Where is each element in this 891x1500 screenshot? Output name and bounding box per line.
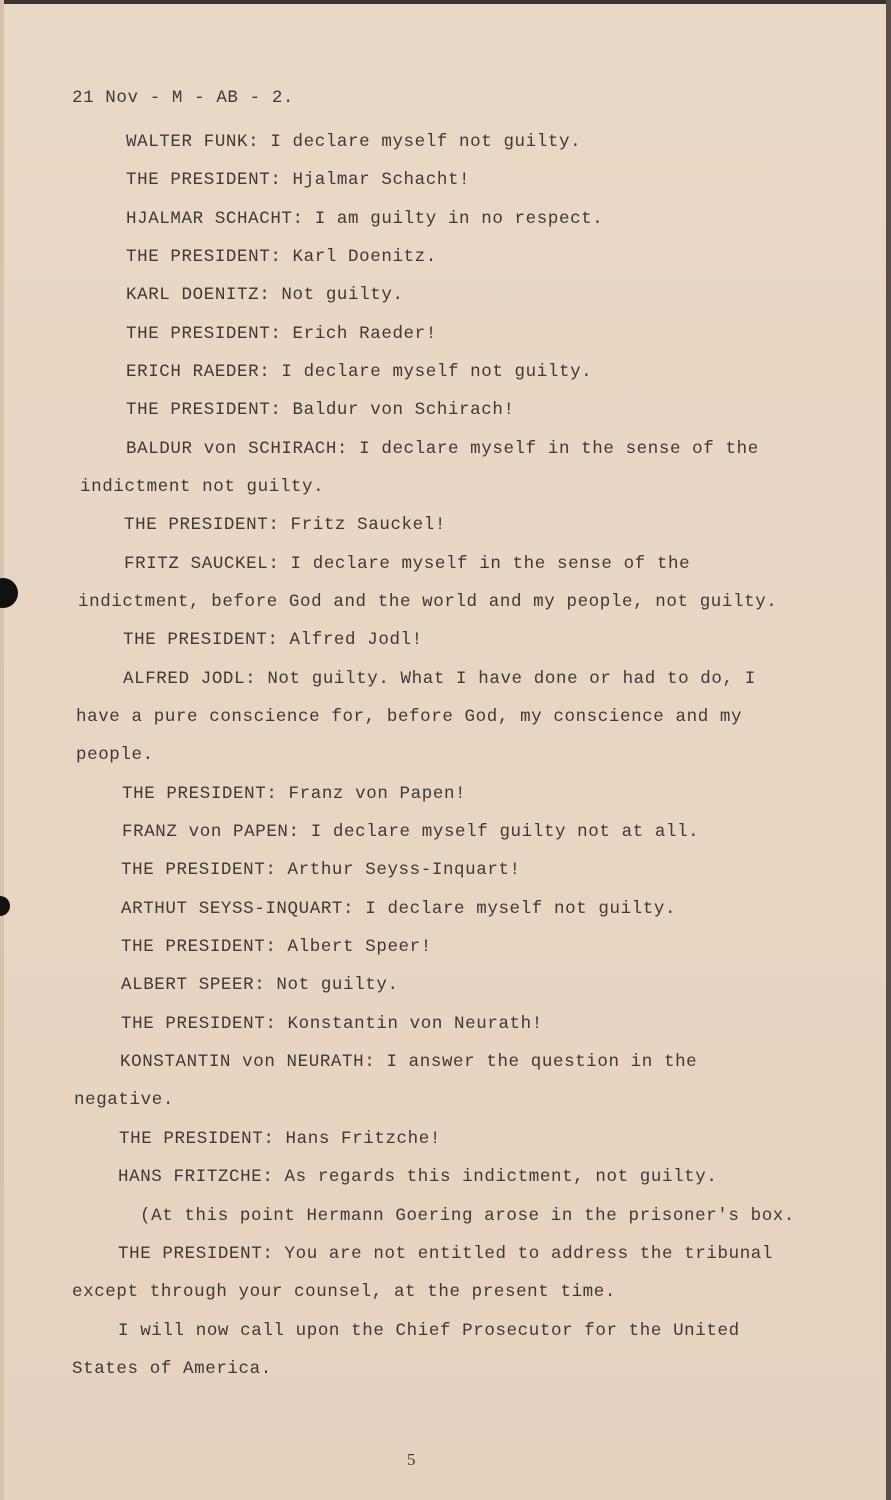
text-line: (At this point Hermann Goering arose in the prisoner's box. (140, 1206, 796, 1226)
text-line: THE PRESIDENT: Franz von Papen! (122, 784, 467, 804)
text-line: THE PRESIDENT: Hjalmar Schacht! (126, 170, 471, 190)
text-line: THE PRESIDENT: Albert Speer! (121, 937, 432, 957)
page-left-edge (0, 0, 4, 1500)
text-line: I will now call upon the Chief Prosecutor for the United (118, 1321, 740, 1341)
text-line: WALTER FUNK: I declare myself not guilty. (126, 132, 582, 152)
text-line: HANS FRITZCHE: As regards this indictment, not guilty. (118, 1167, 718, 1187)
text-line: have a pure conscience for, before God, my conscience and my (76, 707, 743, 727)
text-line: HJALMAR SCHACHT: I am guilty in no respect. (126, 209, 604, 229)
text-line: indictment not guilty. (80, 477, 325, 497)
text-line: FRANZ von PAPEN: I declare myself guilty not at all. (122, 822, 700, 842)
text-line: THE PRESIDENT: Arthur Seyss-Inquart! (121, 860, 521, 880)
document-header: 21 Nov - M - AB - 2. (72, 88, 295, 108)
text-line: negative. (74, 1090, 174, 1110)
text-line: THE PRESIDENT: Karl Doenitz. (126, 247, 437, 267)
text-line: THE PRESIDENT: Fritz Sauckel! (124, 515, 446, 535)
text-line: ALFRED JODL: Not guilty. What I have done or had to do, I (123, 669, 756, 689)
text-line: THE PRESIDENT: Alfred Jodl! (123, 630, 423, 650)
punch-hole (0, 896, 10, 916)
text-line: FRITZ SAUCKEL: I declare myself in the sense of the (124, 554, 691, 574)
text-line: ERICH RAEDER: I declare myself not guilty. (126, 362, 593, 382)
page-top-edge (0, 0, 891, 4)
text-line: States of America. (72, 1359, 272, 1379)
text-line: except through your counsel, at the present time. (72, 1282, 616, 1302)
text-line: THE PRESIDENT: Erich Raeder! (126, 324, 437, 344)
text-line: ARTHUT SEYSS-INQUART: I declare myself not guilty. (121, 899, 677, 919)
text-line: indictment, before God and the world and my people, not guilty. (78, 592, 778, 612)
punch-hole (0, 578, 18, 608)
text-line: KONSTANTIN von NEURATH: I answer the question in the (120, 1052, 698, 1072)
text-line: THE PRESIDENT: Hans Fritzche! (119, 1129, 441, 1149)
text-line: THE PRESIDENT: You are not entitled to address the tribunal (118, 1244, 774, 1264)
page-right-edge (886, 0, 891, 1500)
text-line: BALDUR von SCHIRACH: I declare myself in the sense of the (126, 439, 759, 459)
text-line: ALBERT SPEER: Not guilty. (121, 975, 399, 995)
text-line: KARL DOENITZ: Not guilty. (126, 285, 404, 305)
text-line: people. (76, 745, 154, 765)
page-number: 5 (407, 1450, 416, 1469)
text-line: THE PRESIDENT: Baldur von Schirach! (126, 400, 515, 420)
text-line: THE PRESIDENT: Konstantin von Neurath! (121, 1014, 543, 1034)
